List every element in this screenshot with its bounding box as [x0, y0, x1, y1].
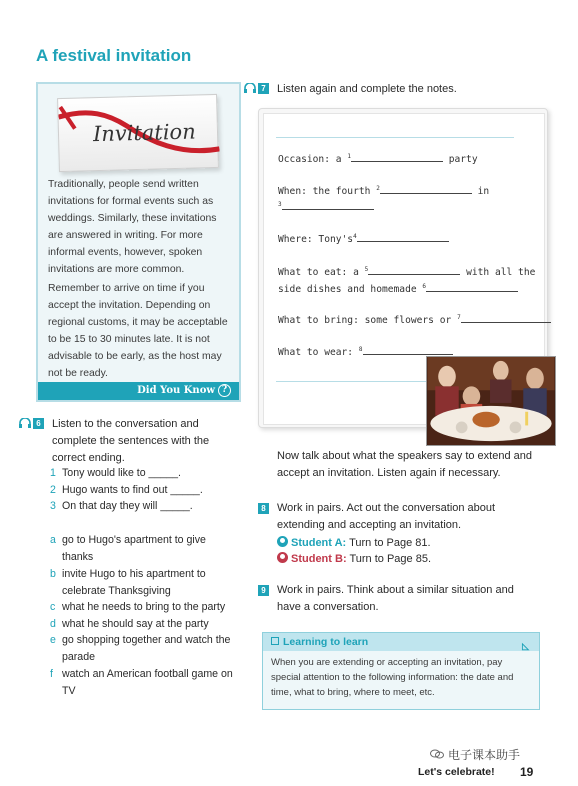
watermark: 电子课本助手 [430, 746, 520, 763]
note-wear: What to wear: $^8$ [278, 344, 453, 358]
note-eat-2: side dishes and homemade $^6$ [278, 281, 518, 295]
blank-3[interactable] [282, 199, 374, 210]
question-icon: ? [218, 384, 231, 397]
thanksgiving-dinner-photo [426, 356, 556, 446]
learning-to-learn-box [262, 632, 540, 710]
sentence-3: 3 On that day they will _____. [50, 500, 193, 512]
option-f: f watch an American football game on TV [50, 668, 233, 697]
option-e: e go shopping together and watch the parade [50, 634, 231, 663]
wechat-icon [430, 749, 444, 759]
bottom-rule [276, 381, 426, 382]
blank-2[interactable] [380, 183, 472, 194]
sentence-2: 2 Hugo wants to find out _____. [50, 484, 203, 496]
note-when: When: the fourth $^2$ in [278, 184, 490, 197]
activity-number: 6 [33, 418, 44, 429]
culture-paragraph-2: Remember to arrive on time if you accept the invitation. Depending on regional customs, it may be acceptable to be 15 to 30 minutes late. It is not advisable to be early, as the host may not be ready. [48, 283, 228, 379]
page-title: A festival invitation [36, 46, 192, 65]
sentence-1: 1 Tony would like to _____. [50, 467, 181, 479]
footer-title: Let's celebrate! [418, 766, 495, 778]
top-rule [276, 137, 514, 138]
option-c: c what he needs to bring to the party [50, 601, 226, 613]
student-b-line: Student B: Turn to Page 85. [277, 552, 431, 565]
activity-number: 7 [258, 83, 269, 94]
activity-number: 8 [258, 503, 269, 514]
did-you-know-banner [38, 382, 239, 400]
blank-5[interactable] [368, 264, 460, 275]
headphones-icon [18, 418, 32, 428]
blank-7[interactable] [461, 312, 551, 323]
square-icon [271, 637, 279, 645]
page-number: 19 [520, 765, 534, 779]
note-where: Where: $Tony's^4$ [278, 231, 449, 245]
note-bring: What to bring: some flowers or $^7$ [278, 312, 551, 326]
invitation-word: Invitation [92, 119, 196, 147]
learning-body: When you are extending or accepting an invitation, pay special attention to the following information: the date and time, what to bring, where to meet, etc. [271, 657, 514, 698]
activity-6-instruction: Listen to the conversation and complete the sentences with the correct ending. [52, 418, 210, 464]
blank-4[interactable] [357, 231, 449, 242]
student-icon [277, 536, 288, 547]
student-a-line: Student A: Turn to Page 81. [277, 536, 431, 549]
note-occasion: Occasion: a $^1$ party [278, 152, 478, 165]
activity-number: 9 [258, 585, 269, 596]
option-a: a go to Hugo's apartment to give thanks [50, 534, 206, 563]
blank-6[interactable] [426, 281, 518, 292]
note-when-2: 3 [278, 199, 374, 213]
did-you-know-box [36, 82, 241, 402]
culture-paragraph-1: Traditionally, people send written invitations for formal events such as weddings. Similarly, these invitations are answered in writing. For more informal events, however, spoken invitations are more common. [48, 179, 217, 275]
activity-7-instruction: Listen again and complete the notes. [277, 83, 457, 95]
corner-triangle-icon: ◺ [522, 641, 529, 651]
student-icon [277, 552, 288, 563]
invitation-card-image [57, 94, 219, 172]
blank-8[interactable] [363, 344, 453, 355]
note-eat: What to eat: a $^5$ with all the [278, 265, 536, 278]
option-b: b invite Hugo to his apartment to celebrate Thanksgiving [50, 568, 206, 597]
activity-9-instruction: Work in pairs. Think about a similar situation and have a conversation. [277, 584, 514, 613]
learning-header: Learning to learn ◺ [263, 633, 539, 651]
option-d: d what he should say at the party [50, 618, 209, 630]
headphones-icon [243, 83, 257, 93]
activity-8-instruction: Work in pairs. Act out the conversation about extending and accepting an invitation. [277, 502, 496, 531]
did-you-know-label: Did You Know [137, 385, 215, 396]
blank-1[interactable] [351, 151, 443, 162]
talk-instruction: Now talk about what the speakers say to extend and accept an invitation. Listen again if necessary. [277, 450, 532, 479]
